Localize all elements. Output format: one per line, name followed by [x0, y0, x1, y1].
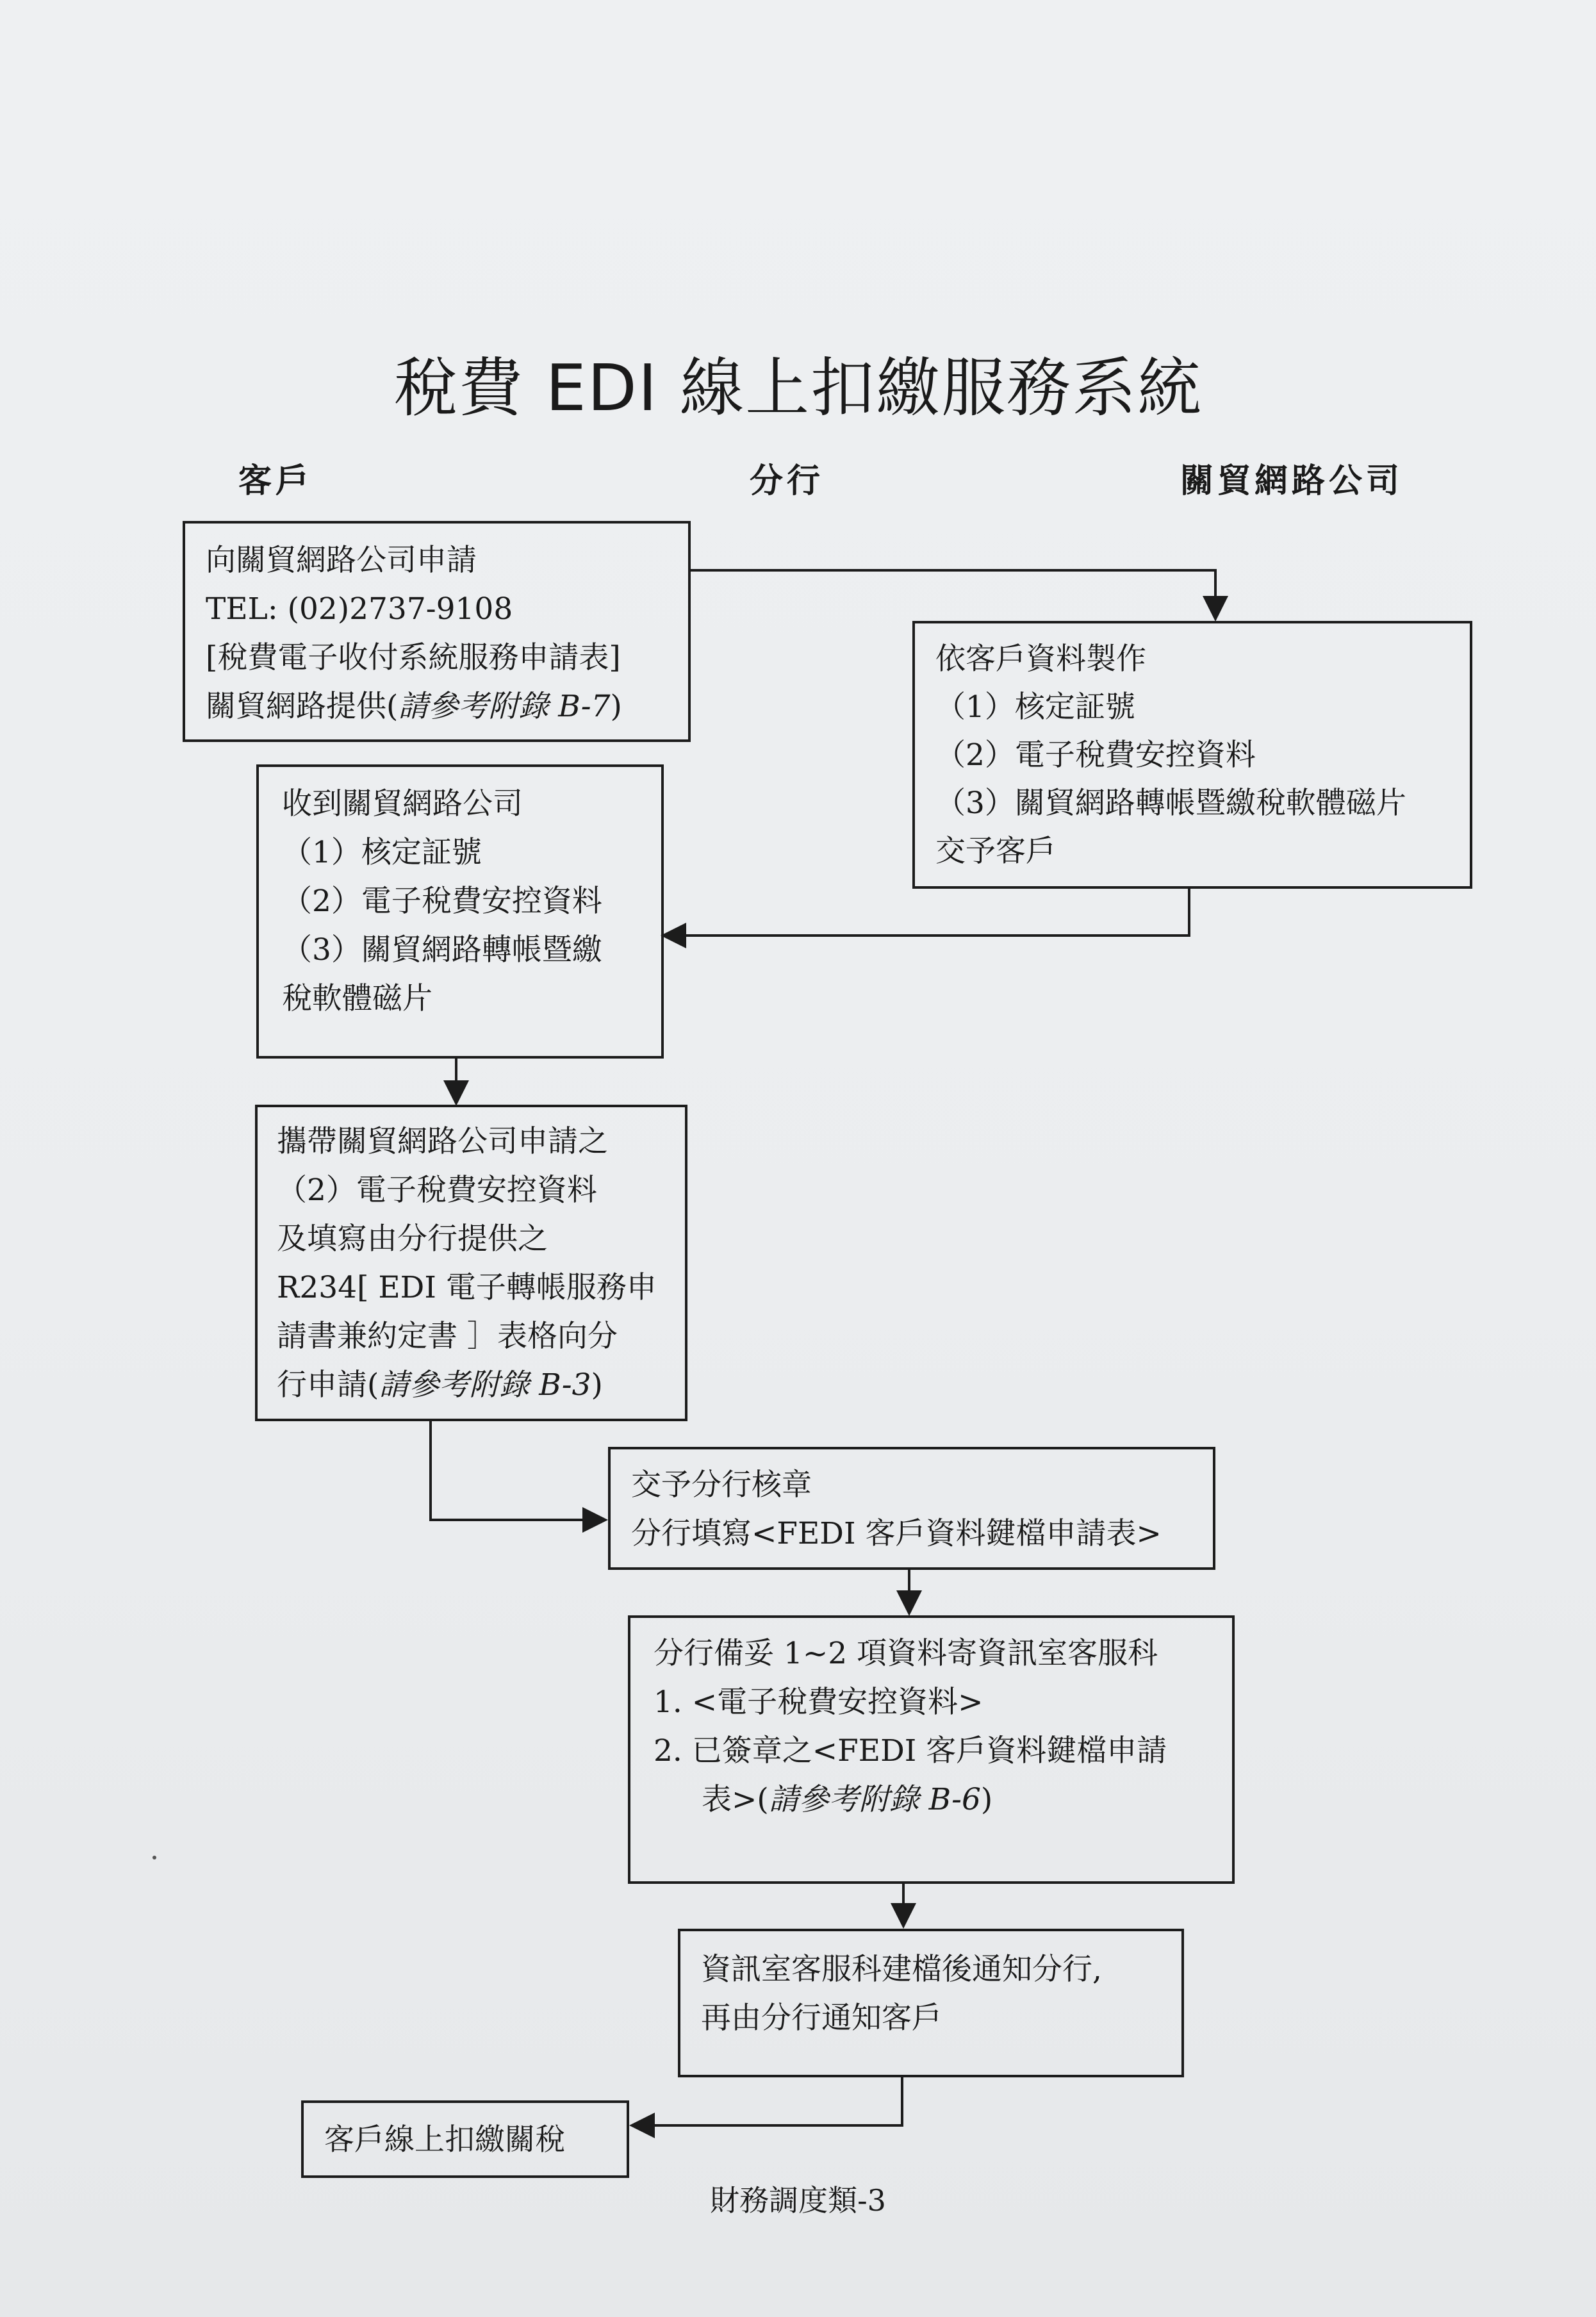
step-carry-line6 [277, 1361, 603, 1409]
step-produce-line5: 交予客戶 [935, 834, 1056, 869]
step-produce-line3: （2）電子稅費安控資料 [935, 738, 1256, 773]
arrow-produce-to-receive [663, 887, 1189, 936]
step-receive-line5: 稅軟體磁片 [282, 981, 432, 1016]
arrow-apply-to-produce [689, 570, 1215, 619]
step-receive-line1: 收到關貿網路公司 [282, 786, 523, 821]
step-apply-line4-suffix: ) [610, 689, 622, 724]
step-stamp-line2: 分行填寫<FEDI 客戶資料鍵檔申請表> [631, 1516, 1162, 1551]
step-carry-line2: （2）電子稅費安控資料 [277, 1173, 597, 1208]
lane-label-network: 關貿網路公司 [1180, 462, 1404, 500]
arrow-carry-to-stamp [431, 1420, 605, 1520]
step-carry-line5: 請書兼約定書 ］表格向分 [277, 1319, 618, 1354]
step-stamp-box [608, 1447, 1215, 1570]
lane-label-branch: 分行 [750, 462, 825, 500]
step-send-line1: 分行備妥 1~2 項資料寄資訊室客服科 [654, 1636, 1158, 1671]
step-apply-line3: [稅費電子收付系統服務申請表] [206, 640, 621, 675]
step-send-box [628, 1615, 1235, 1884]
step-receive-line3: （2）電子稅費安控資料 [282, 884, 602, 919]
arrow-notify-to-pay [632, 2076, 902, 2125]
step-produce-box [912, 621, 1472, 889]
step-receive-line4: （3）關貿網路轉帳暨繳 [282, 932, 602, 968]
step-produce-line4: （3）關貿網路轉帳暨繳稅軟體磁片 [935, 786, 1406, 821]
step-produce-line2: （1）核定証號 [935, 689, 1135, 725]
step-apply-line4-prefix: 關貿網路提供( [206, 689, 399, 724]
step-apply-line2: TEL: (02)2737-9108 [206, 591, 513, 627]
step-apply-line1: 向關貿網路公司申請 [206, 543, 477, 578]
step-notify-line2: 再由分行通知客戶 [701, 2000, 942, 2036]
step-send-reference: 請參考附錄 B-6 [768, 1782, 981, 1817]
step-notify-line1: 資訊室客服科建檔後通知分行, [701, 1952, 1102, 1987]
step-carry-line1: 攜帶關貿網路公司申請之 [277, 1124, 608, 1159]
step-send-line3: 2. 已簽章之<FEDI 客戶資料鍵檔申請 [654, 1733, 1167, 1769]
step-send-line4-suffix: ) [980, 1782, 993, 1817]
page-footer: 財務調度類-3 [710, 2183, 886, 2218]
step-carry-box [255, 1105, 687, 1421]
step-notify-box [678, 1929, 1184, 2077]
step-pay-box [301, 2100, 629, 2178]
step-send-line4 [702, 1776, 992, 1824]
step-send-line4-prefix: 表>( [702, 1782, 769, 1817]
step-apply-reference: 請參考附錄 B-7 [398, 689, 611, 724]
step-apply-box [183, 521, 691, 742]
step-apply-line4 [206, 682, 622, 730]
step-produce-line1: 依客戶資料製作 [935, 641, 1146, 677]
step-send-line2: 1. <電子稅費安控資料> [654, 1685, 983, 1720]
step-carry-reference: 請參考附錄 B-3 [379, 1367, 591, 1403]
step-receive-line2: （1）核定証號 [282, 835, 482, 870]
paper-speck [152, 1856, 156, 1859]
step-receive-box [256, 764, 664, 1059]
step-stamp-line1: 交予分行核章 [631, 1467, 812, 1503]
step-carry-line3: 及填寫由分行提供之 [277, 1221, 548, 1257]
step-carry-line6-suffix: ) [591, 1367, 603, 1403]
lane-label-customer: 客戶 [238, 462, 313, 500]
step-pay-line1: 客戶線上扣繳關稅 [324, 2122, 565, 2157]
page-title: 稅費 EDI 線上扣繳服務系統 [393, 350, 1203, 425]
step-carry-line4: R234[ EDI 電子轉帳服務申 [277, 1270, 657, 1305]
step-carry-line6-prefix: 行申請( [277, 1367, 379, 1403]
